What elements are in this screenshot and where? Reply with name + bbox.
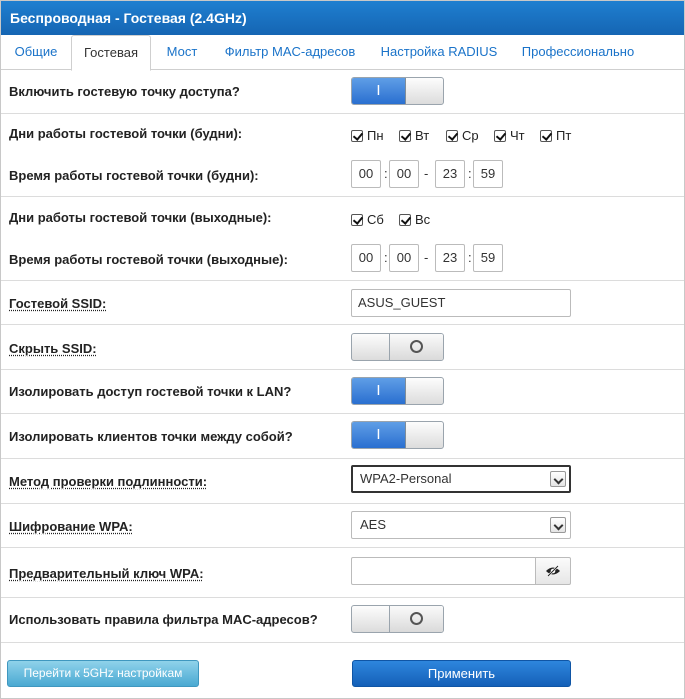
tab-professional[interactable]: Профессионально — [521, 44, 635, 59]
row-auth-method — [1, 459, 684, 504]
toggle-on-indicator: I — [352, 378, 406, 404]
time-separator: : — [384, 166, 388, 181]
toggle-on-indicator: I — [352, 422, 406, 448]
apply-button[interactable]: Применить — [352, 660, 571, 687]
row-weekdays-time — [1, 156, 684, 197]
check-icon — [351, 130, 363, 142]
enable-guest-label: Включить гостевую точку доступа? — [9, 84, 240, 99]
hide-ssid-toggle[interactable] — [351, 333, 444, 361]
isolate-clients-toggle[interactable] — [351, 421, 444, 449]
row-hide-ssid — [1, 325, 684, 370]
check-icon — [494, 130, 506, 142]
enable-guest-toggle[interactable] — [351, 77, 444, 105]
checkbox-wed[interactable]: Ср — [446, 128, 479, 143]
checkbox-sat[interactable]: Сб — [351, 212, 384, 227]
check-icon — [351, 214, 363, 226]
mac-filter-label: Использовать правила фильтра MAC-адресов? — [9, 612, 318, 627]
goto-5ghz-button[interactable]: Перейти к 5GHz настройкам — [7, 660, 199, 687]
chevron-down-icon — [550, 517, 566, 533]
row-enable-guest — [1, 70, 684, 114]
checkbox-sun[interactable]: Вс — [399, 212, 430, 227]
tab-bridge[interactable]: Мост — [166, 44, 198, 59]
weekend-time-label: Время работы гостевой точки (выходные): — [9, 252, 288, 267]
tab-general[interactable]: Общие — [14, 44, 58, 59]
weekend-label: Дни работы гостевой точки (выходные): — [9, 210, 272, 225]
time-separator: : — [384, 250, 388, 265]
weekdays-label: Дни работы гостевой точки (будни): — [9, 126, 243, 141]
mac-filter-toggle[interactable] — [351, 605, 444, 633]
weekend-start-minute-input[interactable]: 00 — [389, 244, 419, 272]
toggle-off-indicator — [389, 606, 443, 632]
row-weekend-time — [1, 239, 684, 281]
time-range-dash: - — [424, 166, 429, 181]
weekdays-start-hour-input[interactable]: 00 — [351, 160, 381, 188]
row-isolate-lan — [1, 370, 684, 414]
hide-ssid-label: Скрыть SSID: — [9, 341, 97, 356]
row-weekend — [1, 197, 684, 239]
weekdays-end-minute-input[interactable]: 59 — [473, 160, 503, 188]
row-wpa-encryption — [1, 504, 684, 548]
isolate-clients-label: Изолировать клиентов точки между собой? — [9, 429, 293, 444]
check-icon — [399, 214, 411, 226]
check-icon — [446, 130, 458, 142]
check-icon — [540, 130, 552, 142]
row-mac-filter — [1, 598, 684, 643]
tab-guest[interactable]: Гостевая — [71, 35, 151, 71]
eye-slash-icon — [545, 565, 561, 577]
chevron-down-icon — [550, 471, 566, 487]
ssid-label: Гостевой SSID: — [9, 296, 107, 311]
isolate-lan-label: Изолировать доступ гостевой точки к LAN? — [9, 384, 292, 399]
checkbox-tue[interactable]: Вт — [399, 128, 429, 143]
checkbox-fri[interactable]: Пт — [540, 128, 571, 143]
toggle-off-indicator — [389, 334, 443, 360]
time-separator: : — [468, 166, 472, 181]
tab-bar — [1, 35, 684, 70]
weekend-end-hour-input[interactable]: 23 — [435, 244, 465, 272]
wpa-encryption-value: AES — [360, 517, 387, 532]
checkbox-mon[interactable]: Пн — [351, 128, 384, 143]
time-range-dash: - — [424, 250, 429, 265]
tab-radius[interactable]: Настройка RADIUS — [380, 44, 498, 59]
toggle-on-indicator: I — [352, 78, 406, 104]
wpa-encryption-select[interactable] — [351, 511, 571, 539]
window-title: Беспроводная - Гостевая (2.4GHz) — [1, 1, 684, 35]
auth-method-value: WPA2-Personal — [360, 471, 452, 486]
weekdays-end-hour-input[interactable]: 23 — [435, 160, 465, 188]
ssid-input[interactable]: ASUS_GUEST — [351, 289, 571, 317]
wpa-key-input[interactable] — [351, 557, 536, 585]
auth-method-label: Метод проверки подлинности: — [9, 474, 208, 489]
circle-icon — [410, 340, 423, 353]
wpa-key-label: Предварительный ключ WPA: — [9, 566, 204, 581]
row-weekdays — [1, 114, 684, 156]
row-ssid — [1, 281, 684, 325]
row-wpa-key — [1, 548, 684, 598]
weekdays-start-minute-input[interactable]: 00 — [389, 160, 419, 188]
show-password-button[interactable] — [536, 557, 571, 585]
weekdays-time-label: Время работы гостевой точки (будни): — [9, 168, 259, 183]
wpa-encryption-label: Шифрование WPA: — [9, 519, 133, 534]
row-isolate-clients — [1, 414, 684, 459]
weekend-end-minute-input[interactable]: 59 — [473, 244, 503, 272]
weekend-start-hour-input[interactable]: 00 — [351, 244, 381, 272]
check-icon — [399, 130, 411, 142]
isolate-lan-toggle[interactable] — [351, 377, 444, 405]
circle-icon — [410, 612, 423, 625]
time-separator: : — [468, 250, 472, 265]
tab-mac-filter[interactable]: Фильтр MAC-адресов — [224, 44, 356, 59]
auth-method-select[interactable] — [351, 465, 571, 493]
checkbox-thu[interactable]: Чт — [494, 128, 525, 143]
